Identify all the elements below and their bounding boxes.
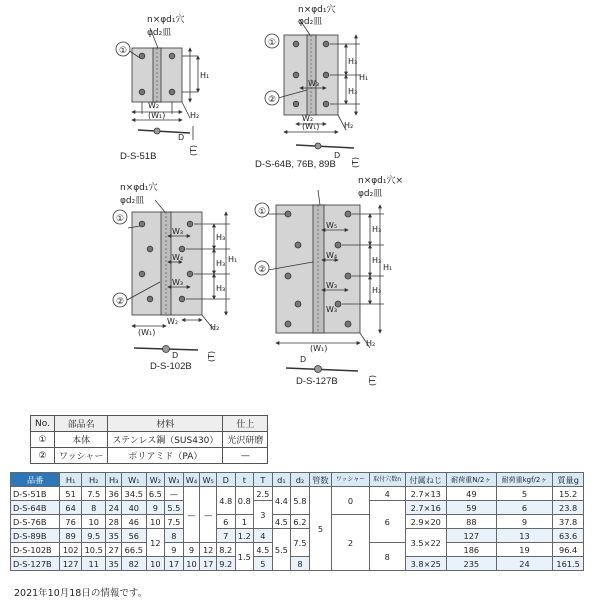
svg-text:①: ①	[116, 214, 125, 224]
table-row: ① 本体 ステンレス鋼（SUS430） 光沢研磨	[31, 432, 268, 448]
table-cell: 19	[496, 543, 552, 557]
column-header: t	[235, 473, 254, 487]
table-cell: D-S-102B	[11, 543, 60, 557]
column-header: W₂	[146, 473, 165, 487]
table-cell: 40	[122, 501, 147, 515]
table-cell: 161.5	[553, 557, 584, 571]
mat-header-finish: 仕上	[223, 416, 268, 432]
svg-text:H₃: H₃	[348, 87, 358, 96]
table-cell: 13	[496, 529, 552, 543]
table-row	[11, 529, 584, 543]
table-cell: 9	[496, 515, 552, 529]
mat-header-part-name: 部品名	[54, 416, 107, 432]
svg-text:W₃: W₃	[308, 79, 320, 88]
svg-text:H₁: H₁	[383, 263, 393, 272]
svg-text:(W₁): (W₁)	[148, 111, 166, 120]
table-cell: 66.5	[122, 543, 147, 557]
column-header: 耐荷重N/2ヶ	[446, 473, 496, 487]
table-cell: 9.5	[81, 529, 106, 543]
column-header: 質量g	[553, 473, 584, 487]
svg-text:(W₁): (W₁)	[138, 328, 156, 337]
svg-text:W₃: W₃	[172, 278, 184, 287]
table-cell: 12	[146, 529, 165, 557]
column-header: H₂	[81, 473, 106, 487]
table-cell: 2.5	[254, 487, 273, 501]
column-header: W₁	[122, 473, 147, 487]
svg-text:n×φd₁穴: n×φd₁穴	[120, 183, 158, 193]
svg-text:H₁: H₁	[228, 255, 238, 264]
svg-text:H₃: H₃	[372, 256, 382, 265]
table-cell: 63.6	[553, 529, 584, 543]
svg-text:W₃: W₃	[172, 227, 184, 236]
table-cell: —	[165, 487, 184, 501]
column-header: ワッシャー	[332, 473, 370, 487]
svg-text:W₄: W₄	[172, 253, 184, 262]
svg-text:φd₂皿: φd₂皿	[147, 28, 172, 38]
svg-text:(T): (T)	[368, 374, 377, 386]
svg-text:W₂: W₂	[167, 317, 179, 326]
table-cell: 27	[106, 543, 122, 557]
table-cell: 1	[235, 515, 254, 529]
table-row	[11, 487, 584, 501]
info-date-footnote: 2021年10月18日の情報です。	[14, 588, 148, 599]
table-cell: 49	[446, 487, 496, 501]
drawing-d-s-51b	[128, 28, 198, 140]
svg-text:D: D	[334, 151, 341, 160]
table-cell: —	[200, 487, 217, 543]
table-cell: 82	[122, 557, 147, 571]
table-cell: 4.5	[272, 515, 291, 529]
table-cell: 35	[106, 529, 122, 543]
table-cell: 10	[146, 515, 165, 529]
table-cell: 0	[332, 487, 370, 515]
svg-text:①: ①	[258, 207, 267, 217]
svg-text:(T): (T)	[351, 156, 360, 168]
table-cell: 6	[369, 501, 405, 543]
table-cell: 24	[106, 501, 122, 515]
column-header: H₁	[60, 473, 82, 487]
svg-text:H₁: H₁	[200, 71, 210, 80]
table-cell: 5.5	[272, 529, 291, 571]
table-cell: 56	[122, 529, 147, 543]
svg-text:W₃: W₃	[326, 281, 338, 290]
svg-text:n×φd₁穴: n×φd₁穴	[298, 5, 336, 15]
table-cell: 0.8	[235, 487, 254, 515]
mat-header-no: No.	[31, 416, 55, 432]
svg-text:(W₁): (W₁)	[302, 122, 320, 131]
svg-text:①: ①	[268, 38, 277, 48]
table-cell: 2	[332, 515, 370, 571]
table-cell: 8	[369, 543, 405, 571]
model-label-64b-76b-89b: D-S-64B, 76B, 89B	[255, 159, 336, 170]
svg-text:D: D	[172, 351, 179, 360]
table-cell: D-S-89B	[11, 529, 60, 543]
table-cell: 64	[60, 501, 82, 515]
spec-table	[10, 472, 584, 571]
svg-text:W₂: W₂	[148, 101, 160, 110]
table-cell: 8	[165, 529, 184, 543]
column-header: W₃	[165, 473, 184, 487]
table-cell: 102	[60, 543, 82, 557]
column-header: 耐荷重kgf/2ヶ	[496, 473, 552, 487]
svg-text:φd₂皿: φd₂皿	[298, 17, 323, 27]
table-row	[11, 557, 584, 571]
table-cell: 9	[183, 543, 200, 557]
material-table	[30, 415, 268, 464]
svg-text:H₁: H₁	[359, 73, 369, 82]
table-cell: 7.5	[291, 529, 310, 557]
svg-text:H₃: H₃	[216, 259, 226, 268]
part-callout-1: ①	[119, 46, 128, 56]
svg-text:(W₁): (W₁)	[310, 344, 328, 353]
column-header: 管数	[309, 473, 331, 487]
table-cell: 4.8	[216, 487, 235, 515]
table-cell: 6.2	[291, 515, 310, 529]
svg-text:W₄: W₄	[326, 251, 338, 260]
column-header: 付属ねじ	[405, 473, 446, 487]
column-header: T	[254, 473, 273, 487]
svg-text:(T): (T)	[207, 350, 216, 362]
svg-text:H₃: H₃	[216, 233, 226, 242]
svg-text:H₂: H₂	[190, 111, 200, 120]
table-cell: 235	[446, 557, 496, 571]
table-cell: 10	[183, 557, 200, 571]
model-label-51b: D-S-51B	[120, 151, 157, 162]
table-cell: —	[183, 487, 200, 543]
table-cell: 28	[106, 515, 122, 529]
table-cell: 76	[60, 515, 82, 529]
table-cell: 1.2	[235, 529, 254, 543]
table-row: ② ワッシャー ポリアミド（PA） —	[31, 448, 268, 464]
column-header: H₃	[106, 473, 122, 487]
column-header: d₂	[291, 473, 310, 487]
column-header: W₅	[200, 473, 217, 487]
mat-header-material: 材料	[108, 416, 223, 432]
table-cell: 4.5	[254, 543, 273, 557]
svg-text:H₂: H₂	[366, 339, 376, 348]
table-cell: 8.2	[216, 543, 235, 557]
table-cell: 88	[446, 515, 496, 529]
table-cell: 6	[216, 515, 235, 529]
table-cell: 5	[254, 557, 273, 571]
table-cell: D-S-76B	[11, 515, 60, 529]
col-part-number: 品番	[11, 473, 60, 487]
table-cell: 5.8	[291, 487, 310, 515]
column-header: D	[216, 473, 235, 487]
table-cell: 7.5	[81, 487, 106, 501]
model-label-102b: D-S-102B	[150, 361, 192, 372]
table-cell: 46	[122, 515, 147, 529]
table-cell: 5	[309, 487, 331, 571]
table-cell: 15.2	[553, 487, 584, 501]
table-cell: 127	[60, 557, 82, 571]
svg-text:②: ②	[116, 297, 125, 307]
svg-text:②: ②	[268, 95, 277, 105]
spec-header-row	[11, 473, 584, 487]
svg-text:W₅: W₅	[326, 221, 338, 230]
table-cell: 8	[291, 557, 310, 571]
table-cell: 11	[81, 557, 106, 571]
table-cell: 127	[446, 529, 496, 543]
table-cell: 186	[446, 543, 496, 557]
svg-text:H₃: H₃	[372, 225, 382, 234]
table-cell: 6	[496, 501, 552, 515]
svg-text:H₃: H₃	[216, 284, 226, 293]
table-cell: 10	[146, 557, 165, 571]
svg-text:H₃: H₃	[348, 57, 358, 66]
table-cell: 10.5	[81, 543, 106, 557]
table-cell: 9	[146, 501, 165, 515]
table-cell: 1.5	[235, 543, 254, 571]
table-cell: 3.5×22	[405, 529, 446, 557]
table-cell: 23.8	[553, 501, 584, 515]
svg-text:D: D	[178, 133, 185, 142]
table-cell: 6.5	[146, 487, 165, 501]
table-cell: 37.8	[553, 515, 584, 529]
table-cell: D-S-51B	[11, 487, 60, 501]
table-cell: 7	[216, 529, 235, 543]
svg-text:n×φd₁穴×: n×φd₁穴×	[358, 176, 404, 186]
svg-text:H₂: H₂	[344, 121, 354, 130]
table-cell: 35	[106, 557, 122, 571]
table-cell: 4	[369, 487, 405, 501]
svg-text:H₂: H₂	[210, 323, 220, 332]
svg-text:φd₂皿: φd₂皿	[120, 196, 145, 206]
svg-text:②: ②	[258, 265, 267, 275]
table-cell: 12	[200, 543, 217, 557]
svg-text:W₂: W₂	[302, 114, 314, 123]
table-cell: D-S-127B	[11, 557, 60, 571]
table-cell: 89	[60, 529, 82, 543]
svg-text:φd₂皿: φd₂皿	[358, 189, 383, 199]
table-cell: 4.4	[272, 487, 291, 515]
column-header: W₄	[183, 473, 200, 487]
table-cell: 9.2	[216, 557, 235, 571]
column-header: d₁	[272, 473, 291, 487]
table-cell: 8	[81, 501, 106, 515]
table-cell: 3.8×25	[405, 557, 446, 571]
svg-text:D: D	[300, 355, 307, 364]
table-cell: 9	[165, 543, 184, 557]
svg-text:n×φd₁穴: n×φd₁穴	[147, 15, 185, 25]
table-row	[11, 515, 584, 529]
table-cell: D-S-64B	[11, 501, 60, 515]
table-cell: 51	[60, 487, 82, 501]
table-cell: 2.9×20	[405, 515, 446, 529]
table-cell: 17	[165, 557, 184, 571]
table-cell: 2.7×16	[405, 501, 446, 515]
table-cell: 3	[254, 501, 273, 529]
table-cell: 34.5	[122, 487, 147, 501]
svg-text:(T): (T)	[189, 144, 198, 156]
table-cell: 7.5	[165, 515, 184, 529]
table-cell: 17	[200, 557, 217, 571]
table-cell: 2.7×13	[405, 487, 446, 501]
table-cell: 36	[106, 487, 122, 501]
table-cell: 5.5	[165, 501, 184, 515]
svg-text:H₃: H₃	[372, 286, 382, 295]
table-cell: 59	[446, 501, 496, 515]
column-header: 取付穴数n	[369, 473, 405, 487]
model-label-127b: D-S-127B	[296, 376, 338, 387]
table-cell: 10	[81, 515, 106, 529]
table-cell: 5	[496, 487, 552, 501]
table-cell: 24	[496, 557, 552, 571]
table-cell: 96.4	[553, 543, 584, 557]
svg-text:W₃: W₃	[326, 305, 338, 314]
table-cell: 4	[254, 529, 273, 543]
